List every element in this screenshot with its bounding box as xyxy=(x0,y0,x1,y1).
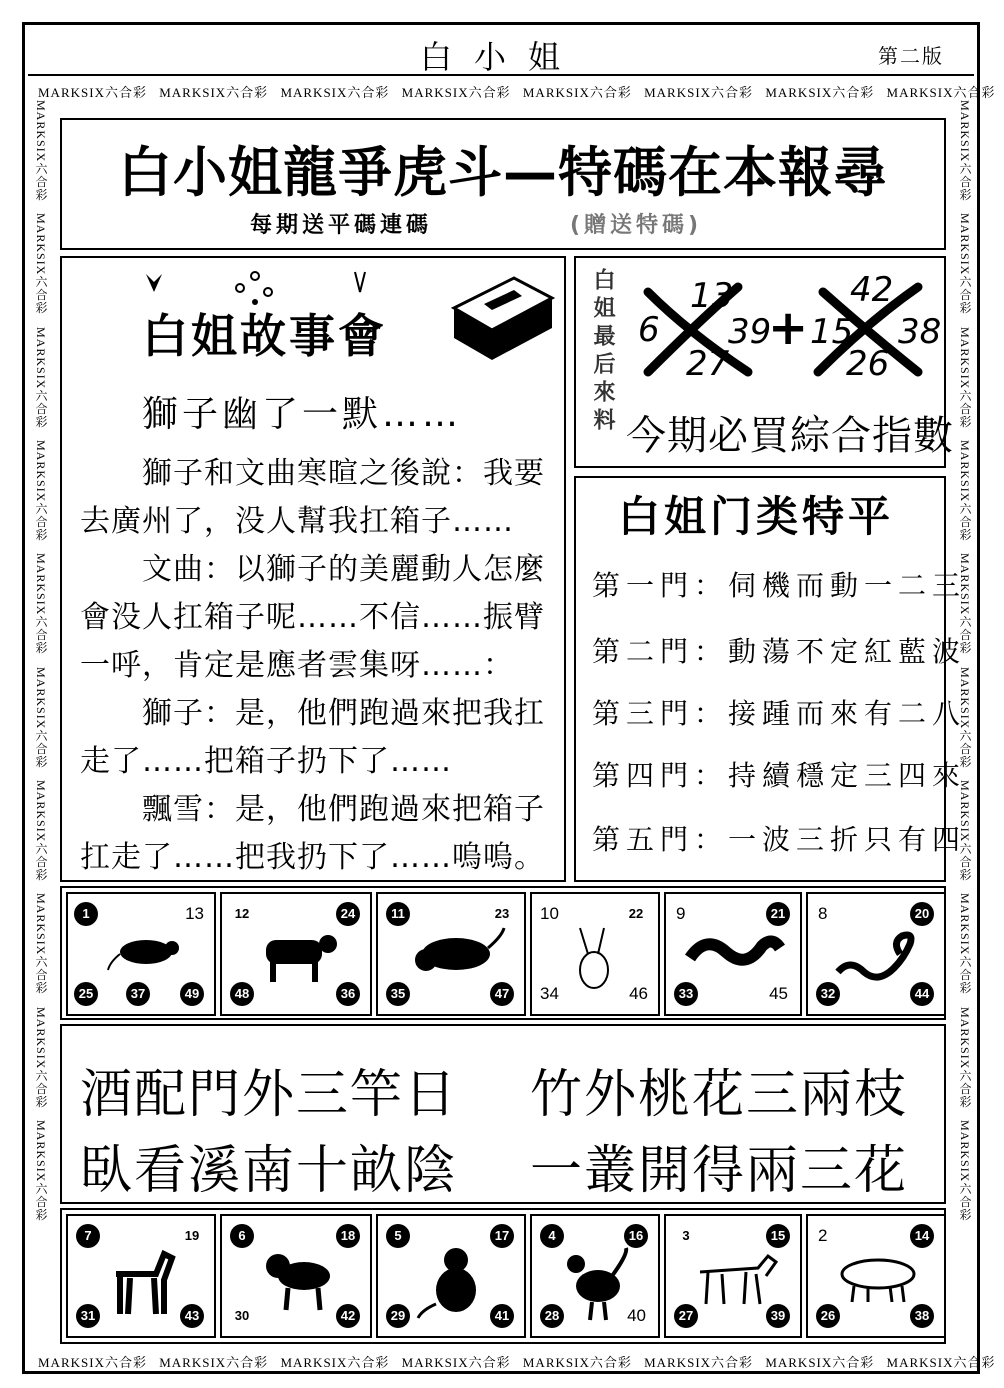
story-line: 文曲：以獅子的美麗動人怎麼 xyxy=(142,552,545,587)
gate-text: 伺機而動一二三 xyxy=(728,569,967,602)
headline-sub-tail: (贈送特碼) xyxy=(570,213,703,238)
strip-text: MARKSIX六合彩 xyxy=(34,100,48,202)
pick-number: 38 xyxy=(898,312,942,352)
strip-text: MARKSIX六合彩 xyxy=(34,326,48,429)
pick-number: 6 xyxy=(638,310,660,350)
gate-row: 第二門：動蕩不定紅藍波 xyxy=(592,635,967,668)
ox-icon xyxy=(252,926,342,986)
number-ball: 48 xyxy=(230,982,254,1006)
number-ball: 4 xyxy=(540,1224,564,1248)
gates-title: 白姐门类特平 xyxy=(618,492,895,541)
zodiac-cell-monkey xyxy=(376,1214,526,1338)
strip-text: MARKSIX六合彩 xyxy=(34,1120,48,1222)
strip-text: MARKSIX六合彩 xyxy=(958,100,972,202)
poem-line: 竹外桃花三兩枝 xyxy=(530,1065,909,1125)
pick-plus: + xyxy=(768,300,809,356)
number-ball: 6 xyxy=(230,1224,254,1248)
number-ball: 38 xyxy=(910,1304,934,1328)
strip-text: MARKSIX六合彩 xyxy=(958,1006,972,1109)
story-line: 去廣州了，没人幫我扛箱子…… xyxy=(80,504,514,539)
story-line: 走了……把箱子扔下了…… xyxy=(80,744,452,779)
gate-row: 第四門：持續穩定三四來 xyxy=(592,759,967,792)
pick-number: 27 xyxy=(686,344,730,384)
number-plain: 13 xyxy=(185,904,204,923)
gate-row: 第一門：伺機而動一二三 xyxy=(592,569,967,602)
number-plain: 12 xyxy=(230,902,254,926)
horse-icon xyxy=(106,1244,176,1318)
strip-text: MARKSIX六合彩 xyxy=(958,440,972,542)
poem-line: 臥看溪南十畝陰 xyxy=(80,1141,459,1201)
poem-line: 酒配門外三竿日 xyxy=(80,1065,459,1125)
dragon-icon xyxy=(686,928,782,976)
strip-text: MARKSIX六合彩 xyxy=(34,553,48,655)
strip-text: MARKSIX六合彩 xyxy=(280,85,390,100)
story-line: 會没人扛箱子呢……不信……振臂 xyxy=(80,600,545,635)
strip-text: MARKSIX六合彩 xyxy=(38,85,147,100)
strip-text: MARKSIX六合彩 xyxy=(522,85,632,100)
zodiac-cell-pig xyxy=(806,1214,946,1338)
number-ball: 43 xyxy=(180,1304,204,1328)
snake-icon xyxy=(834,928,924,984)
number-ball: 37 xyxy=(126,982,150,1006)
strip-left xyxy=(30,100,50,1340)
headline-box xyxy=(60,118,946,250)
strip-text: MARKSIX六合彩 xyxy=(644,85,754,100)
pick-number: 39 xyxy=(728,312,772,352)
strip-text: MARKSIX六合彩 xyxy=(958,1120,972,1222)
strip-text: MARKSIX六合彩 xyxy=(34,1006,48,1109)
zodiac-cell-dragon xyxy=(664,892,802,1016)
number-ball: 15 xyxy=(766,1224,790,1248)
strip-text: MARKSIX六合彩 xyxy=(34,213,48,315)
strip-text: MARKSIX六合彩 xyxy=(38,1355,147,1370)
book-icon xyxy=(444,268,556,366)
number-plain: 19 xyxy=(180,1224,204,1248)
number-plain: 40 xyxy=(627,1306,646,1325)
number-plain: 9 xyxy=(676,904,686,923)
strip-text: MARKSIX六合彩 xyxy=(34,780,48,882)
number-plain: 2 xyxy=(818,1226,828,1245)
story-line: 扛走了……把我扔下了……嗚嗚。 xyxy=(80,840,545,875)
number-ball: 49 xyxy=(180,982,204,1006)
number-ball: 32 xyxy=(816,982,840,1006)
zodiac-cell-tiger xyxy=(376,892,526,1016)
zodiac-cell-rabbit xyxy=(530,892,660,1016)
zodiac-cell-snake xyxy=(806,892,946,1016)
number-ball: 42 xyxy=(336,1304,360,1328)
strip-text: MARKSIX六合彩 xyxy=(958,893,972,995)
rat-icon xyxy=(106,932,186,972)
strip-text: MARKSIX六合彩 xyxy=(522,1355,632,1370)
number-plain: 30 xyxy=(230,1304,254,1328)
strip-text: MARKSIX六合彩 xyxy=(34,440,48,542)
number-ball: 33 xyxy=(674,982,698,1006)
story-line: 獅子和文曲寒暄之後說：我要 xyxy=(142,456,545,491)
gate-text: 一波三折只有四 xyxy=(728,823,967,856)
number-ball: 18 xyxy=(336,1224,360,1248)
strip-text: MARKSIX六合彩 xyxy=(958,326,972,429)
strip-text: MARKSIX六合彩 xyxy=(159,85,269,100)
strip-text: MARKSIX六合彩 xyxy=(159,1355,269,1370)
number-ball: 27 xyxy=(674,1304,698,1328)
number-plain: 23 xyxy=(490,902,514,926)
number-plain: 8 xyxy=(818,904,828,923)
strip-text: MARKSIX六合彩 xyxy=(765,1355,875,1370)
gate-name: 第二門 xyxy=(592,635,695,668)
pick-caption: 今期必買綜合指數 xyxy=(626,413,954,459)
zodiac-cell-horse xyxy=(66,1214,216,1338)
number-ball: 39 xyxy=(766,1304,790,1328)
strip-text: MARKSIX六合彩 xyxy=(765,85,875,100)
pick-number: 42 xyxy=(850,270,894,310)
poem-line: 一叢開得兩三花 xyxy=(530,1141,909,1201)
zodiac-cell-rat xyxy=(66,892,216,1016)
strip-top xyxy=(38,82,996,101)
gate-text: 持續穩定三四來 xyxy=(728,759,967,792)
strip-bottom xyxy=(38,1352,996,1371)
zodiac-cell-ox xyxy=(220,892,372,1016)
strip-text: MARKSIX六合彩 xyxy=(958,553,972,655)
number-plain: 46 xyxy=(629,984,648,1003)
gate-row: 第五門：一波三折只有四 xyxy=(592,823,967,856)
gate-text: 接踵而來有二八 xyxy=(728,697,967,730)
gate-text: 動蕩不定紅藍波 xyxy=(728,635,967,668)
number-ball: 29 xyxy=(386,1304,410,1328)
number-ball: 31 xyxy=(76,1304,100,1328)
strip-text: MARKSIX六合彩 xyxy=(280,1355,390,1370)
number-ball: 24 xyxy=(336,902,360,926)
page-title: 白小姐 xyxy=(419,38,582,76)
monkey-icon xyxy=(416,1244,490,1320)
strip-text: MARKSIX六合彩 xyxy=(958,213,972,315)
number-ball: 5 xyxy=(386,1224,410,1248)
number-ball: 7 xyxy=(76,1224,100,1248)
gate-name: 第一門 xyxy=(592,569,695,602)
dog-icon xyxy=(694,1248,778,1308)
number-ball: 20 xyxy=(910,902,934,926)
pick-number: 13 xyxy=(690,276,734,316)
number-plain: 3 xyxy=(674,1224,698,1248)
pick-number: 26 xyxy=(846,344,890,384)
number-ball: 44 xyxy=(910,982,934,1006)
goat-icon xyxy=(262,1248,342,1312)
rooster-icon xyxy=(562,1246,632,1322)
number-ball: 35 xyxy=(386,982,410,1006)
story-title: 白姐故事會 xyxy=(142,309,387,363)
number-ball: 11 xyxy=(386,902,410,926)
strip-text: MARKSIX六合彩 xyxy=(958,780,972,882)
strip-text: MARKSIX六合彩 xyxy=(958,666,972,769)
gate-name: 第三門 xyxy=(592,697,695,730)
number-ball: 25 xyxy=(74,982,98,1006)
number-ball: 14 xyxy=(910,1224,934,1248)
headline-main: 白小姐龍爭虎斗—特碼在本報尋 xyxy=(118,141,888,204)
gate-name: 第四門 xyxy=(592,759,695,792)
number-ball: 41 xyxy=(490,1304,514,1328)
number-plain: 34 xyxy=(540,984,559,1003)
zodiac-cell-goat xyxy=(220,1214,372,1338)
strip-text: MARKSIX六合彩 xyxy=(886,85,996,100)
number-plain: 45 xyxy=(769,984,788,1003)
gate-name: 第五門 xyxy=(592,823,695,856)
strip-text: MARKSIX六合彩 xyxy=(644,1355,754,1370)
zodiac-cell-dog xyxy=(664,1214,802,1338)
number-ball: 36 xyxy=(336,982,360,1006)
number-plain: 10 xyxy=(540,904,559,923)
pig-icon xyxy=(832,1252,928,1304)
story-line: 一呼，肯定是應者雲集呀……： xyxy=(80,648,514,683)
number-plain: 22 xyxy=(624,902,648,926)
strip-text: MARKSIX六合彩 xyxy=(886,1355,996,1370)
number-ball: 26 xyxy=(816,1304,840,1328)
strip-text: MARKSIX六合彩 xyxy=(401,85,511,100)
rabbit-icon xyxy=(570,924,620,994)
strip-text: MARKSIX六合彩 xyxy=(34,666,48,769)
pick-number: 15 xyxy=(810,312,854,352)
story-line: 獅子：是，他們跑過來把我扛 xyxy=(142,696,545,731)
story-lead: 獅子幽了一默…… xyxy=(142,394,463,435)
story-line: 飄雪：是，他們跑過來把箱子 xyxy=(142,792,545,827)
pick-label: 白姐最后來料 xyxy=(590,268,615,436)
strip-text: MARKSIX六合彩 xyxy=(34,893,48,995)
zodiac-cell-rooster xyxy=(530,1214,660,1338)
masthead xyxy=(28,28,974,76)
tiger-icon xyxy=(406,926,506,986)
gate-row: 第三門：接踵而來有二八 xyxy=(592,697,967,730)
number-ball: 28 xyxy=(540,1304,564,1328)
number-ball: 16 xyxy=(624,1224,648,1248)
number-ball: 1 xyxy=(74,902,98,926)
strip-text: MARKSIX六合彩 xyxy=(401,1355,511,1370)
number-ball: 47 xyxy=(490,982,514,1006)
number-ball: 21 xyxy=(766,902,790,926)
edition-label: 第二版 xyxy=(878,44,944,68)
number-ball: 17 xyxy=(490,1224,514,1248)
headline-sub: 每期送平碼連碼 xyxy=(250,213,433,238)
